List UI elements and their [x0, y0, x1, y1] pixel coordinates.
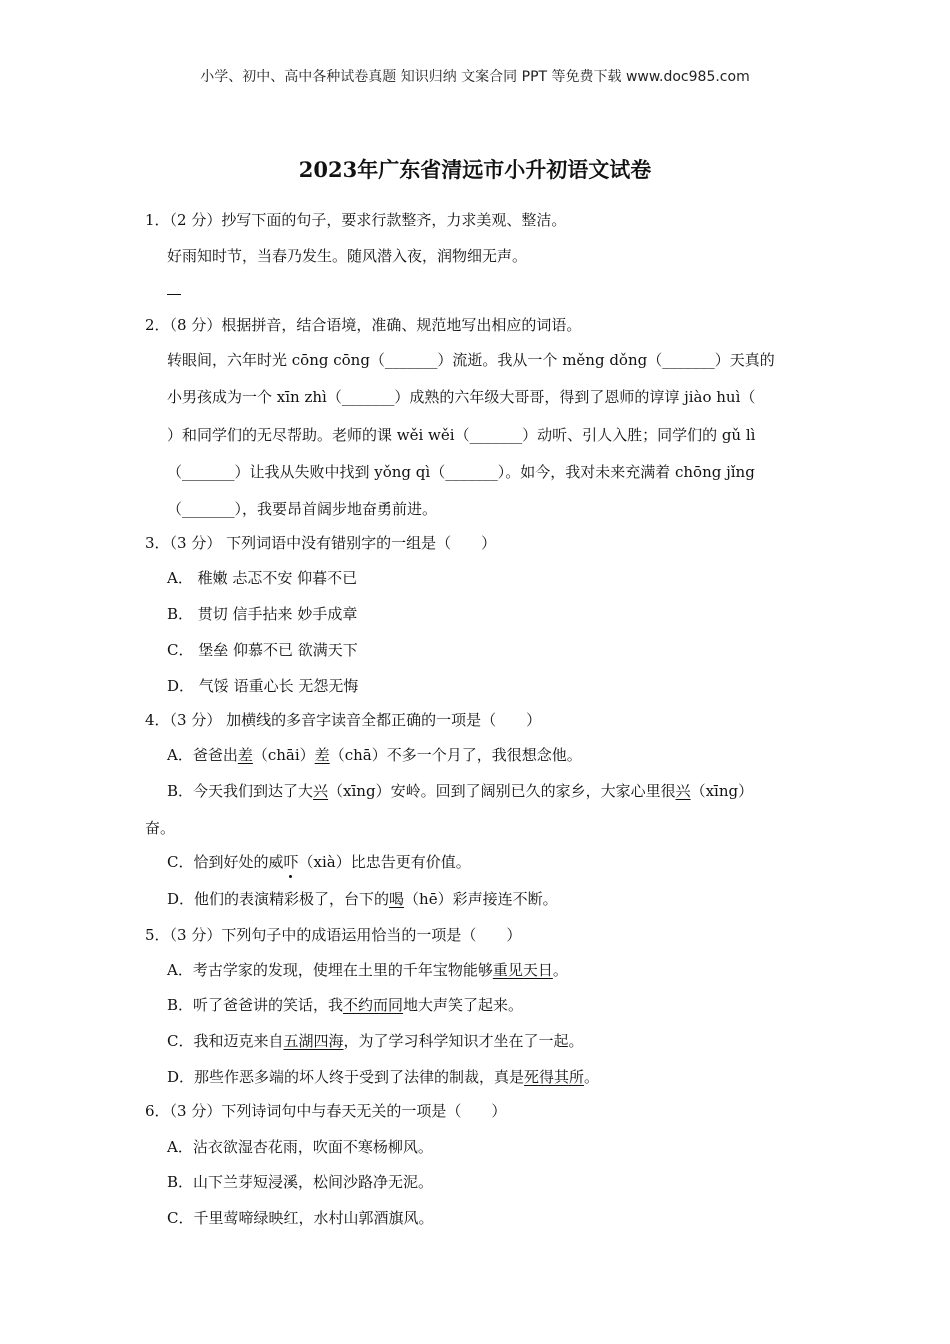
question-6-stem: 6．（3 分）下列诗词句中与春天无关的一项是（ ）: [145, 1102, 507, 1120]
question-1-stem: 1．（2 分）抄写下面的句子，要求行款整齐，力求美观、整洁。: [145, 211, 567, 229]
question-4-option-a: A．爸爸出差（chāi）差（chā）不多一个月了，我很想念他。: [167, 746, 582, 764]
question-4-option-b-continued: 奋。: [145, 819, 176, 837]
answer-line: [167, 294, 181, 295]
question-3-option-a: A． 稚嫩 忐忑不安 仰暮不已: [167, 569, 358, 587]
question-4-option-c: C．恰到好处的威吓（xià）比忠告更有价值。: [167, 853, 471, 871]
question-3-option-b: B． 贯切 信手拈来 妙手成章: [167, 605, 358, 623]
question-2-line-2: 小男孩成为一个 xīn zhì（_______）成熟的六年级大哥哥，得到了恩师的谆谆 jiào huì（: [167, 388, 756, 406]
question-3-stem: 3．（3 分） 下列词语中没有错别字的一组是（ ）: [145, 534, 497, 552]
question-5-option-c: C．我和迈克来自五湖四海，为了学习科学知识才坐在了一起。: [167, 1032, 584, 1050]
question-5-option-d: D．那些作恶多端的坏人终于受到了法律的制裁，真是死得其所。: [167, 1068, 600, 1086]
page-header: 小学、初中、高中各种试卷真题 知识归纳 文案合同 PPT 等免费下载 www.doc985.com: [200, 69, 750, 85]
question-6-option-a: A．沾衣欲湿杏花雨，吹面不寒杨柳风。: [167, 1138, 433, 1156]
question-6-option-c: C．千里莺啼绿映红，水村山郭酒旗风。: [167, 1209, 434, 1227]
question-3-option-d: D． 气馁 语重心长 无怨无悔: [167, 677, 359, 695]
question-5-stem: 5．（3 分）下列句子中的成语运用恰当的一项是（ ）: [145, 926, 522, 944]
question-5-option-a: A．考古学家的发现，使埋在土里的千年宝物能够重见天日。: [167, 961, 568, 979]
page-title: 2023年广东省清远市小升初语文试卷: [298, 157, 652, 182]
question-5-option-b: B．听了爸爸讲的笑话，我不约而同地大声笑了起来。: [167, 996, 524, 1014]
question-4-option-d: D．他们的表演精彩极了，台下的喝（hē）彩声接连不断。: [167, 890, 558, 908]
question-4-option-b: B．今天我们到达了大兴（xīng）安岭。回到了阔别已久的家乡，大家心里很兴（xīng）: [167, 782, 754, 800]
question-6-option-b: B．山下兰芽短浸溪，松间沙路净无泥。: [167, 1173, 434, 1191]
question-2-line-1: 转眼间，六年时光 cōng cōng（_______）流逝。我从一个 měng dǒng（_______）天真的: [167, 351, 775, 369]
question-2-line-3: ）和同学们的无尽帮助。老师的课 wěi wěi（_______）动听、引人入胜；同学们的 gǔ lì: [167, 426, 756, 444]
question-2-stem: 2．（8 分）根据拼音，结合语境，准确、规范地写出相应的词语。: [145, 316, 582, 334]
question-2-line-4: （_______）让我从失败中找到 yǒng qì（_______）。如今，我对未来充满着 chōng jǐng: [167, 463, 755, 481]
question-3-option-c: C． 堡垒 仰慕不已 欲满天下: [167, 641, 358, 659]
question-2-line-5: （_______），我要昂首阔步地奋勇前进。: [167, 500, 438, 518]
question-1-text: 好雨知时节，当春乃发生。随风潜入夜，润物细无声。: [167, 247, 528, 265]
question-4-stem: 4．（3 分） 加横线的多音字读音全都正确的一项是（ ）: [145, 711, 542, 729]
